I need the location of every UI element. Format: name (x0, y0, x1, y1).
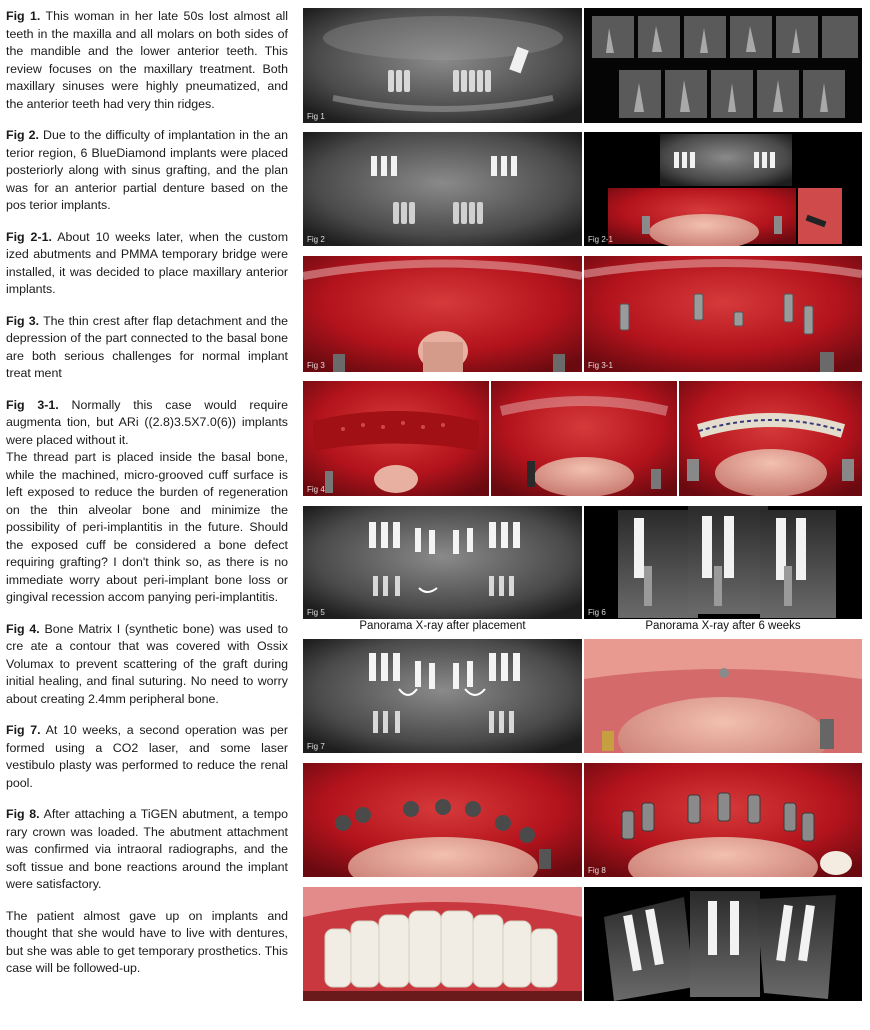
figure-label: Fig 2 (307, 235, 325, 244)
paragraph-text: At 10 weeks, a second operation was per formed using a CO2 laser, and some laser vestibulo plasty was performed to reduce the renal pool. (6, 723, 288, 790)
fig2-1-composite (584, 132, 862, 246)
paragraph-thread (6, 449, 288, 607)
caption-left: Panorama X-ray after placement (359, 620, 526, 632)
fig-ref: Fig 2-1. (6, 229, 52, 244)
paragraph-text: Normally this case would require augmenta tion, but ARi ((2.8)3.5X7.0(6)) implants were placed without it. (6, 397, 288, 447)
temporary-crown-photo (303, 887, 582, 1001)
paragraph-fig2 (6, 127, 288, 215)
fig-ref: Fig 1. (6, 9, 41, 23)
fig-ref: Fig 8. (6, 807, 40, 821)
paragraph-text: Bone Matrix I (synthetic bone) was used to cre ate a contour that was covered with Ossix Volumax to prevent scattering of the graft during initial healing, and final suturing. No need to worry about creating 2.4mm peripheral bone. (6, 621, 288, 706)
fig4-membrane-photo (491, 381, 677, 496)
figure-label: Fig 1 (307, 112, 325, 121)
paragraph-fig2-1 (6, 229, 288, 299)
paragraph-fig3-1 (6, 397, 288, 450)
paragraph-followup (6, 908, 288, 978)
fig4-suture-photo (679, 381, 862, 496)
figure-label: Fig 4 (307, 485, 325, 494)
paragraph-text: This woman in her late 50s lost almost all teeth in the maxilla and all molars on both sides of the mandible and the lower anterior teeth. This review focuses on the maxillary treatment. Both maxillary sinuses were highly pneumatized, and the anterior teeth had very thin ridges. (6, 9, 288, 111)
fig-ref: Fig 7. (6, 723, 41, 737)
fig8-abutments-photo-left (303, 763, 582, 877)
paragraph-fig4 (6, 621, 288, 709)
caption-right: Panorama X-ray after 6 weeks (645, 620, 801, 632)
paragraph-text: The patient almost gave up on implants and thought that she would have to live with dentures, but she was able to get temporary prosthetics. This case will be followed-up. (6, 908, 288, 975)
paragraph-text: The thread part is placed inside the basal bone, while the machined, micro-grooved cuff surface is left exposed to reduce the burden of regeneration on the thin alveolar bone and minimize the possibility of peri-implantitis in the future. Should the exposed cuff be considered a bone defect requiring grafting? I don't think so, as there is no immediate worry about peri-implant bone loss or gingival recession accom panying peri-implantitis. (6, 450, 288, 604)
fig1-ct-slices (584, 8, 862, 123)
fig-ref: Fig 4. (6, 621, 40, 636)
paragraph-fig7 (6, 722, 288, 792)
figure-label: Fig 5 (307, 608, 325, 617)
paragraph-text: Due to the difficulty of implantation in the an terior region, 6 BlueDiamond implants were placed posteriorly along with sinus grafting, and the plan was for an anterior partial denture based on the pos terior implants. (6, 128, 288, 212)
fig6-periapical-xray (584, 506, 862, 619)
paragraph-text: The thin crest after flap detachment and the depression of the part connected to the basal bone are both serious challenges for normal implant treat ment (6, 313, 288, 380)
fig5-panoramic-xray (303, 506, 582, 619)
fig-ref: Fig 3-1. (6, 397, 59, 412)
fig1-panoramic-xray (303, 8, 582, 123)
fig3-1-implants-photo (584, 256, 862, 372)
fig4-graft-photo (303, 381, 489, 496)
fig-ref: Fig 2. (6, 128, 39, 142)
figure-label: Fig 3-1 (588, 361, 613, 370)
fig8-abutments-photo-right (584, 763, 862, 877)
figure-label: Fig 2-1 (588, 235, 613, 244)
paragraph-text: After attaching a TiGEN abutment, a tempo rary crown was loaded. The abutment attachment was confirmed via intraoral radiographs, and the soft tissue and bone reactions around the implant were satisfactory. (6, 807, 288, 891)
paragraph-fig1 (6, 8, 288, 113)
article-text (6, 8, 288, 992)
figure-label: Fig 8 (588, 866, 606, 875)
paragraph-text: About 10 weeks later, when the custom ized abutments and PMMA temporary bridge were installed, it was decided to place maxillary anterior implants. (6, 229, 289, 296)
fig-ref: Fig 3. (6, 313, 40, 328)
fig2-panoramic-xray (303, 132, 582, 246)
figure-label: Fig 3 (307, 361, 325, 370)
figure-label: Fig 7 (307, 742, 325, 751)
figure-label: Fig 6 (588, 608, 606, 617)
fig3-surgical-photo (303, 256, 582, 372)
paragraph-fig8 (6, 806, 288, 894)
fig7-healed-photo (584, 639, 862, 753)
fig7-panoramic-xray (303, 639, 582, 753)
paragraph-fig3 (6, 313, 288, 383)
final-periapical-xrays (584, 887, 862, 1001)
